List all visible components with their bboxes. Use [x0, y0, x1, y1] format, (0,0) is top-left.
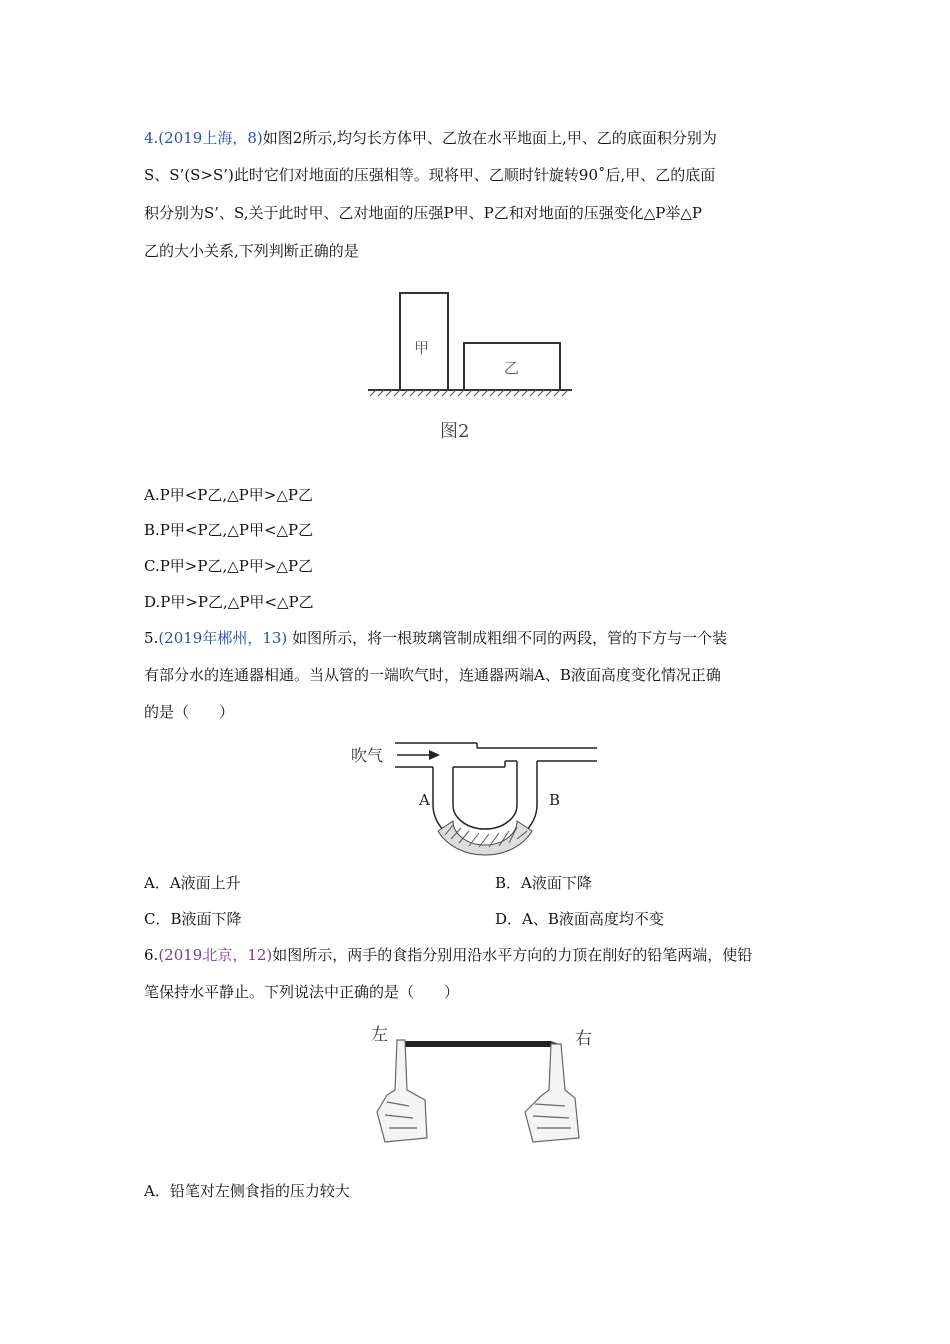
q6-source: (2019北京，12)	[158, 946, 273, 964]
label-right: 右	[575, 1029, 592, 1049]
q5-line-1	[144, 628, 727, 648]
q4-option-b: B.P甲<P乙,△P甲<△P乙	[144, 521, 314, 539]
q4-figure-caption: 图2	[440, 421, 470, 442]
q6-option-a: A．铅笔对左侧食指的压力较大	[144, 1182, 350, 1200]
q5-option-a: A．A液面上升	[144, 874, 241, 892]
q5-option-b: B．A液面下降	[495, 874, 592, 892]
q6-text-1: 如图所示，两手的食指分别用沿水平方向的力顶在削好的铅笔两端，使铅	[272, 946, 753, 964]
q5-option-d: D．A、B液面高度均不变	[495, 910, 664, 928]
block-yi-label: 乙	[504, 359, 520, 377]
label-left: 左	[371, 1025, 388, 1045]
q4-option-c: C.P甲>P乙,△P甲>△P乙	[144, 557, 314, 575]
label-a: A	[419, 791, 430, 809]
q4-line-2: S、S’(S>S’)此时它们对地面的压强相等。现将甲、乙顺时针旋转90˚后,甲、乙的底面	[144, 166, 716, 184]
q5-text-1: 如图所示，将一根玻璃管制成粗细不同的两段，管的下方与一个装	[292, 629, 728, 647]
pencil	[405, 1041, 551, 1047]
q6-line-2: 笔保持水平静止。下列说法中正确的是（ ）	[144, 983, 460, 1001]
label-b: B	[549, 791, 561, 809]
q4-line-1	[144, 128, 717, 148]
q5-line-3: 的是（ ）	[144, 703, 235, 721]
q5-number: 5.	[144, 629, 159, 647]
block-jia-label: 甲	[414, 339, 430, 357]
q4-option-d: D.P甲>P乙,△P甲<△P乙	[144, 593, 314, 611]
q4-source: 4.(2019上海，8)	[144, 129, 263, 147]
q5-source: (2019年郴州，13)	[158, 629, 288, 647]
q4-figure	[360, 285, 580, 445]
q5-line-2: 有部分水的连通器相通。当从管的一端吹气时，连通器两端A、B液面高度变化情况正确	[144, 666, 721, 684]
q4-option-a: A.P甲<P乙,△P甲>△P乙	[144, 486, 313, 504]
left-hand	[377, 1040, 427, 1142]
q5-figure	[345, 735, 605, 860]
q6-number: 6.	[144, 946, 159, 964]
q5-option-c: C．B液面下降	[144, 910, 242, 928]
q4-line-4: 乙的大小关系,下列判断正确的是	[144, 242, 359, 260]
q4-text-1: 如图2所示,均匀长方体甲、乙放在水平地面上,甲、乙的底面积分别为	[262, 129, 717, 147]
blow-label: 吹气	[351, 746, 384, 765]
q4-line-3: 积分别为S’、S,关于此时甲、乙对地面的压强P甲、P乙和对地面的压强变化△P举△P	[144, 204, 702, 222]
right-hand	[525, 1044, 579, 1142]
q6-figure	[365, 1020, 605, 1150]
q6-line-1	[144, 945, 752, 965]
blow-arrow-head	[429, 750, 440, 760]
